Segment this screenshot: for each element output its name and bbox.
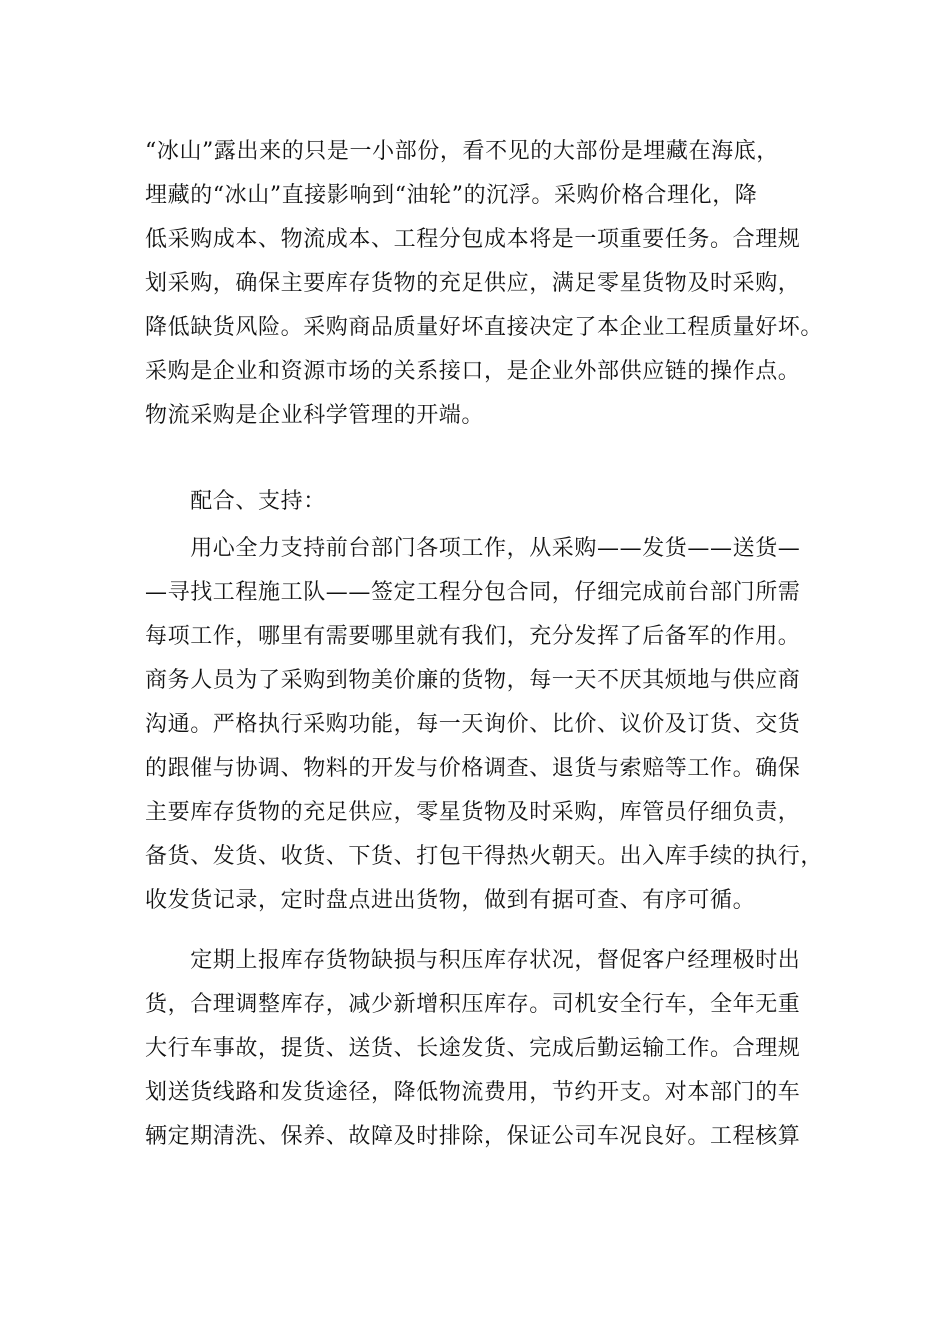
text-line: 主要库存货物的充足供应，零星货物及时采购，库管员仔细负责，	[145, 800, 801, 825]
text-line: 商务人员为了采购到物美价廉的货物，每一天不厌其烦地与供应商	[145, 668, 801, 693]
text-line: 采购是企业和资源市场的关系接口，是企业外部供应链的操作点。	[145, 359, 801, 384]
text-line: 备货、发货、收货、下货、打包干得热火朝天。出入库手续的执行，	[145, 844, 824, 869]
text-line: 沟通。严格执行采购功能，每一天询价、比价、议价及订货、交货	[145, 712, 801, 737]
text-line: 货，合理调整库存，减少新增积压库存。司机安全行车，全年无重	[145, 992, 801, 1017]
text-line: 降低缺货风险。采购商品质量好坏直接决定了本企业工程质量好坏。	[145, 315, 824, 340]
paragraph-iceberg-procurement	[145, 130, 825, 438]
text-line: —寻找工程施工队——签定工程分包合同，仔细完成前台部门所需	[145, 580, 801, 605]
paragraph-inventory-logistics	[145, 939, 825, 1159]
text-line: 辆定期清洗、保养、故障及时排除，保证公司车况良好。工程核算	[145, 1124, 801, 1149]
paragraph-support-front-desk	[145, 527, 825, 923]
text-line: 的跟催与协调、物料的开发与价格调查、退货与索赔等工作。确保	[145, 756, 801, 781]
text-line: 收发货记录，定时盘点进出货物，做到有据可查、有序可循。	[145, 888, 756, 913]
text-line: 埋藏的“冰山”直接影响到“油轮”的沉浮。采购价格合理化，降	[145, 183, 758, 208]
text-line: “冰山”露出来的只是一小部份，看不见的大部份是埋藏在海底，	[145, 139, 779, 164]
text-line: 划送货线路和发货途径，降低物流费用，节约开支。对本部门的车	[145, 1080, 801, 1105]
text-line: 每项工作，哪里有需要哪里就有我们，充分发挥了后备军的作用。	[145, 624, 801, 649]
text-line: 划采购，确保主要库存货物的充足供应，满足零星货物及时采购，	[145, 271, 801, 296]
section-heading-cooperation	[145, 480, 825, 524]
text-line: 低采购成本、物流成本、工程分包成本将是一项重要任务。合理规	[145, 227, 801, 252]
text-line: 用心全力支持前台部门各项工作，从采购——发货——送货—	[145, 536, 801, 561]
text-line: 大行车事故，提货、送货、长途发货、完成后勤运输工作。合理规	[145, 1036, 801, 1061]
section-heading: 配合、支持：	[145, 489, 326, 514]
text-line: 定期上报库存货物缺损与积压库存状况，督促客户经理极时出	[145, 948, 801, 973]
text-line: 物流采购是企业科学管理的开端。	[145, 403, 485, 428]
